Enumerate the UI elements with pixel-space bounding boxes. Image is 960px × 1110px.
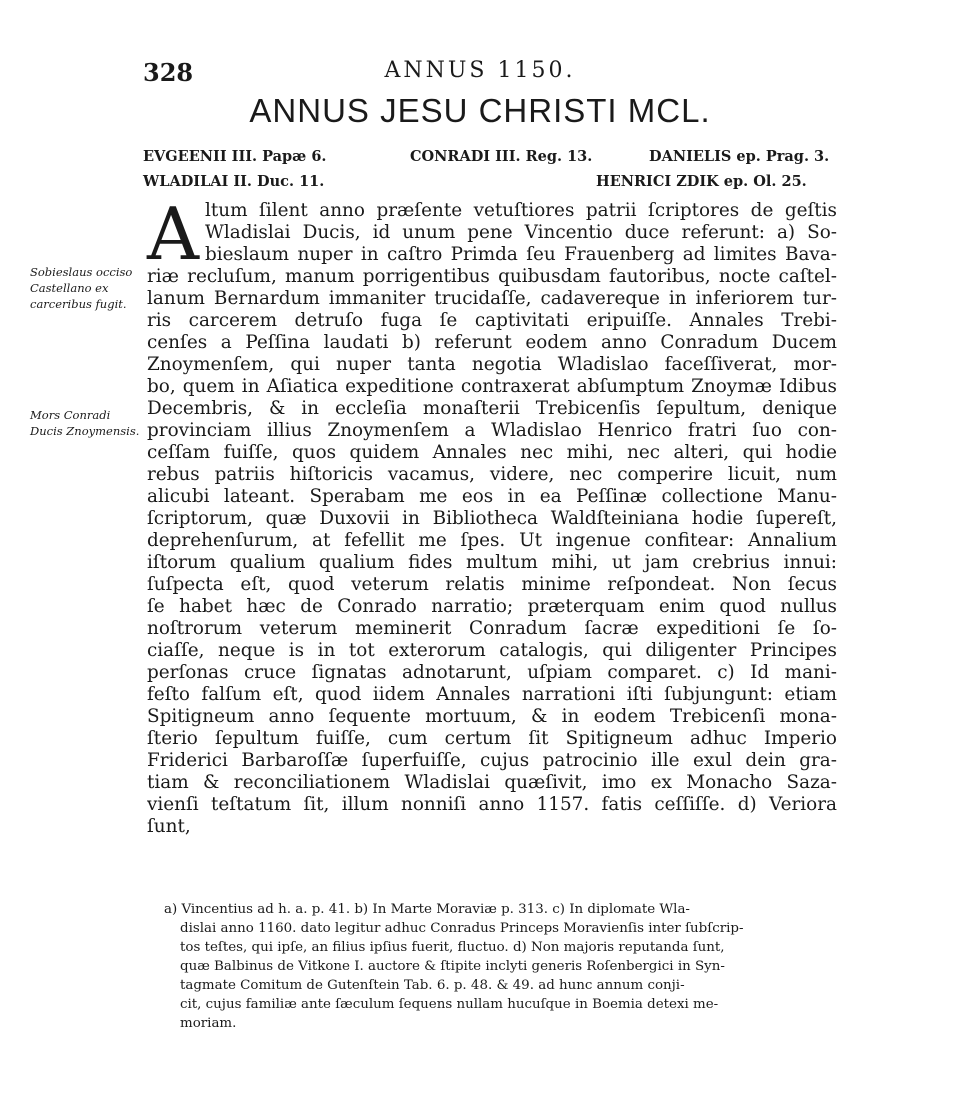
regnal-bishop-prague: DANIELIS ep. Prag. 3.	[649, 148, 830, 165]
body-line: Decembris, & in eccleſia monaſterii Trebicenſis ſepultum, denique	[147, 398, 837, 419]
footnote-line: a) Vincentius ad h. a. p. 41. b) In Marte Moraviæ p. 313. c) In diplomate Wla-	[164, 902, 690, 917]
body-line: ſe habet hæc de Conrado narratio; præterquam enim quod nullus	[147, 596, 837, 617]
body-line: provinciam illius Znoymenſem a Wladislao Henrico fratri ſuo con-	[147, 420, 837, 441]
regnal-bishop-olomouc: HENRICI ZDIK ep. Ol. 25.	[596, 173, 807, 190]
page-title: ANNUS JESU CHRISTI MCL.	[249, 92, 711, 129]
marginal-note-conradus: Mors Conradi Ducis Znoymensis.	[30, 408, 140, 438]
body-line: tiam & reconciliationem Wladislai quæſivit, imo ex Monacho Saza-	[147, 772, 837, 793]
body-line: ſuſpecta eſt, quod veterum relatis minime reſpondeat. Non ſecus	[147, 574, 837, 595]
body-line: iſtorum qualium qualium fides multum mihi, ut jam crebrius innui:	[147, 552, 837, 573]
footnote-line: dislai anno 1160. dato legitur adhuc Conradus Princeps Moravienſis inter ſubſcrip-	[180, 921, 744, 936]
regnal-king: CONRADI III. Reg. 13.	[410, 148, 593, 165]
body-line: lanum Bernardum immaniter trucidaſſe, cadavereque in inferiorem tur-	[147, 288, 837, 309]
body-line: noſtrorum veterum meminerit Conradum ſacræ expeditioni ſe ſo-	[147, 618, 837, 639]
body-text	[147, 192, 837, 838]
body-line: Wladislai Ducis, id unum pene Vincentio duce referunt: a) So-	[205, 222, 837, 243]
body-line: deprehenſurum, at fefellit me ſpes. Ut ingenue confitear: Annalium	[147, 530, 837, 551]
body-line: ſterio ſepultum fuiſſe, cum certum ſit Spitigneum adhuc Imperio	[147, 728, 837, 749]
body-line: riæ recluſum, manum porrigentibus quibusdam fautoribus, nocte caſtel-	[147, 266, 837, 287]
footnotes	[164, 900, 836, 1033]
regnal-pope: EVGEENII III. Papæ 6.	[143, 148, 327, 165]
drop-cap: A	[147, 192, 199, 276]
body-line: feſto falſum eſt, quod iidem Annales narrationi iſti ſubjungunt: etiam	[147, 684, 837, 705]
running-head	[0, 58, 960, 88]
regnal-duke: WLADILAI II. Duc. 11.	[143, 173, 325, 190]
body-line: bieslaum nuper in caſtro Primda ſeu Frauenberg ad limites Bava-	[205, 244, 837, 265]
page-number: 328	[143, 58, 194, 87]
body-line: ris carcerem detruſo fuga ſe captivitati eripuiſſe. Annales Trebi-	[147, 310, 837, 331]
body-line: ltum ſilent anno præſente vetuſtiores patrii ſcriptores de geſtis	[205, 200, 837, 221]
body-line: Spitigneum anno ſequente mortuum, & in eodem Trebicenſi mona-	[147, 706, 837, 727]
footnote-line: cit, cujus familiæ ante ſæculum ſequens nullam hucuſque in Boemia detexi me-	[180, 997, 719, 1012]
body-line: bo, quem in Aſiatica expeditione contraxerat abſumptum Znoymæ Idibus	[147, 376, 837, 397]
body-line: ceſſam fuiſſe, quos quidem Annales nec mihi, nec alteri, qui hodie	[147, 442, 837, 463]
body-line: alicubi lateant. Sperabam me eos in ea Peſſinæ collectione Manu-	[147, 486, 837, 507]
catchword: ſunt,	[147, 816, 191, 837]
body-line: vienſi teſtatum ſit, illum nonniſi anno 1157. fatis ceſſiſſe. d) Veriora	[147, 794, 837, 815]
footnote-line: tos teſtes, qui ipſe, an filius ipſius fuerit, fluctuo. d) Non majoris reputanda ſunt,	[180, 940, 725, 955]
body-line: Znoymenſem, qui nuper tanta negotia Wladislao faceſſiverat, mor-	[147, 354, 837, 375]
footnote-line: moriam.	[180, 1016, 237, 1031]
body-line: perſonas cruce ſignatas adnotarunt, uſpiam comparet. c) Id mani-	[147, 662, 837, 683]
footnote-line: tagmate Comitum de Gutenſtein Tab. 6. p. 48. & 49. ad hunc annum conji-	[180, 978, 685, 993]
body-line: cenſes a Peſſina laudati b) referunt eodem anno Conradum Ducem	[147, 332, 837, 353]
marginal-note-sobieslaus: Sobieslaus occiso Castellano ex carceribus fugit.	[30, 265, 133, 311]
footnote-line: quæ Balbinus de Vitkone I. auctore & ſtipite inclyti generis Roſenbergici in Syn-	[180, 959, 725, 974]
body-line: ſcriptorum, quæ Duxovii in Bibliotheca Waldſteiniana hodie ſupereſt,	[147, 508, 837, 529]
body-line: Friderici Barbaroſſæ ſuperfuiſſe, cujus patrocinio ille exul dein gra-	[147, 750, 837, 771]
running-title: ANNUS 1150.	[384, 58, 576, 83]
body-line: rebus patriis hiſtoricis vacamus, videre, nec comperire licuit, num	[147, 464, 837, 485]
body-line: ciaſſe, neque is in tot exterorum catalogis, qui diligenter Principes	[147, 640, 837, 661]
